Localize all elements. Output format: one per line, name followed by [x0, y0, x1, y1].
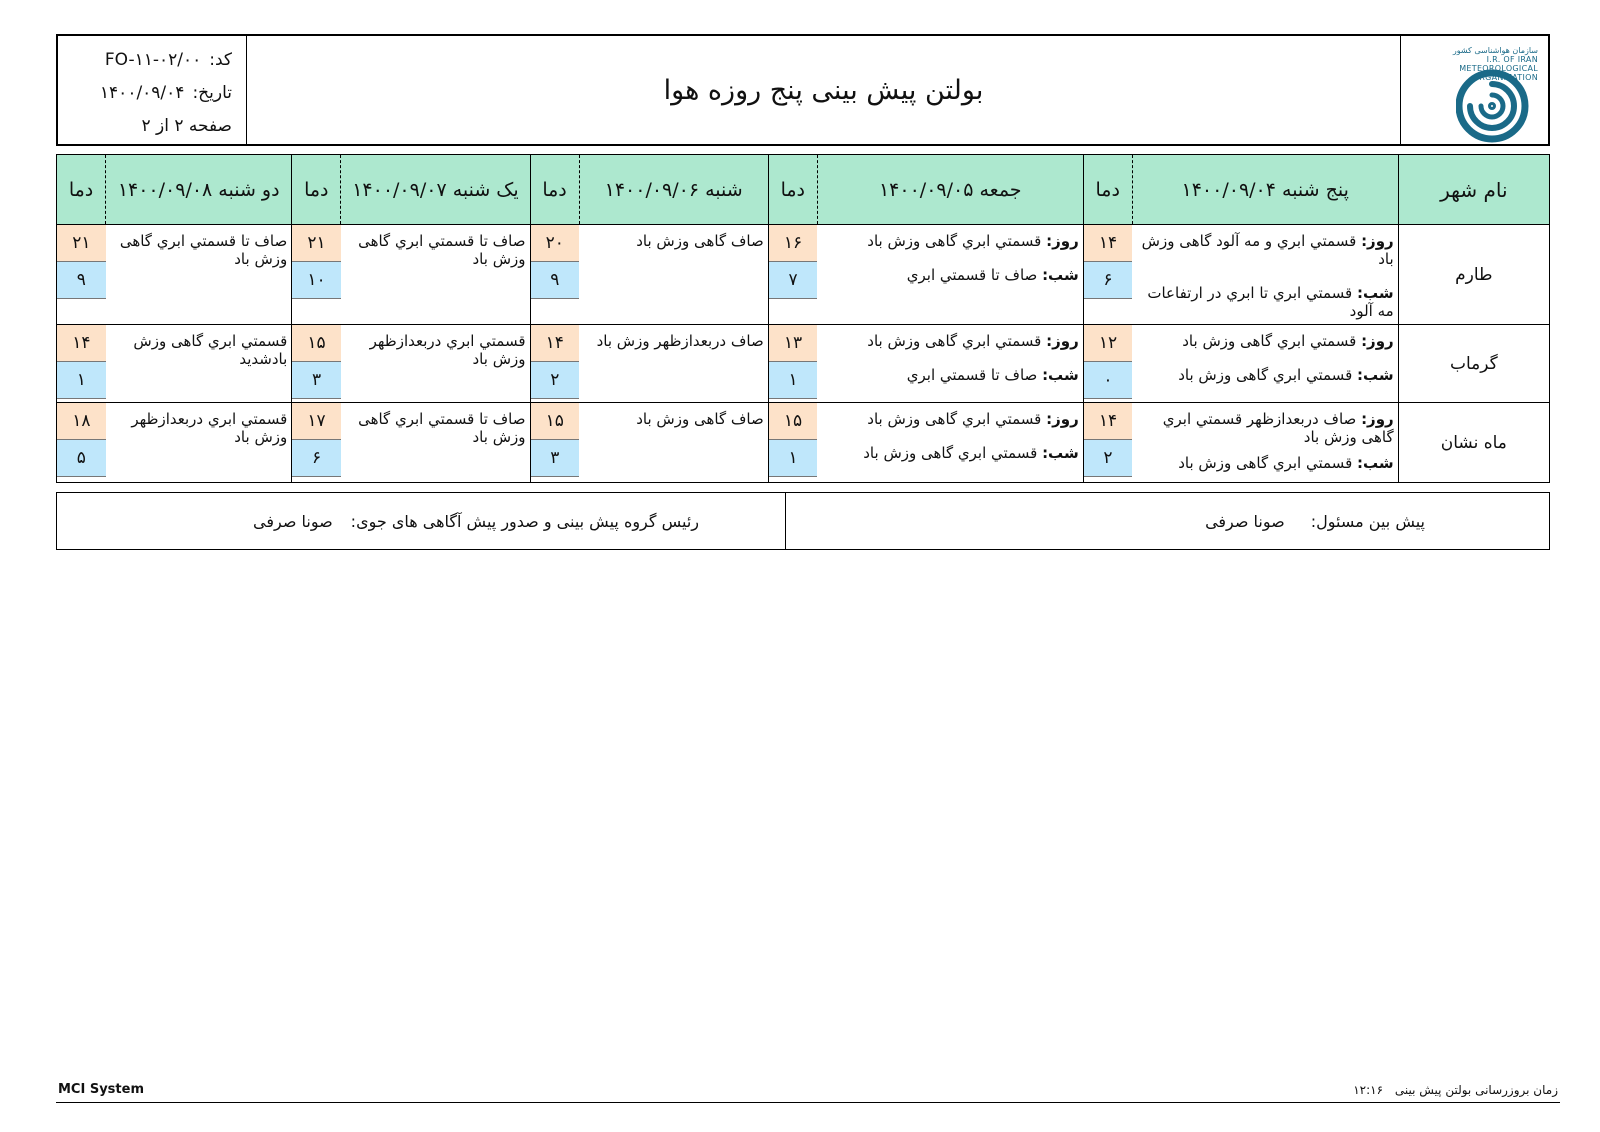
max-temp: ۱۸ — [57, 403, 106, 440]
night-forecast — [825, 266, 1078, 284]
max-temp: ۱۵ — [531, 403, 580, 440]
day-label: روز: — [1046, 232, 1079, 250]
forecast-cell — [1132, 403, 1398, 483]
date-row — [68, 77, 232, 110]
night-label: شب: — [1042, 444, 1079, 462]
forecast-cell: صاف تا قسمتي ابري گاهی وزش باد — [341, 225, 530, 325]
temp-header: دما — [292, 155, 341, 225]
forecast-cell: صاف گاهی وزش باد — [579, 225, 768, 325]
page-label: صفحه ۲ از ۲ — [141, 116, 232, 136]
day-label: روز: — [1361, 410, 1394, 428]
temp-header: دما — [768, 155, 817, 225]
forecast-cell — [817, 325, 1083, 403]
day-header: دو شنبه ۱۴۰۰/۰۹/۰۸ — [106, 155, 292, 225]
forecast-text: قسمتي ابري گاهی وزش باد — [1182, 332, 1357, 350]
day-label: روز: — [1046, 410, 1079, 428]
city-name: گرماب — [1398, 325, 1549, 403]
temp-cell — [292, 325, 341, 403]
code-label: کد: — [209, 50, 232, 70]
forecast-text: قسمتي ابري و مه آلود گاهی وزش باد — [1141, 232, 1394, 268]
logo-line: سازمان هواشناسی کشور — [1452, 46, 1538, 55]
forecast-text: صاف تا قسمتي ابري — [906, 366, 1038, 384]
min-temp: ۳ — [531, 440, 580, 477]
logo-lettering — [1453, 46, 1538, 82]
bulletin-sheet — [56, 34, 1550, 550]
forecast-cell: صاف تا قسمتي ابري گاهی وزش باد — [106, 225, 292, 325]
temp-cell — [768, 225, 817, 325]
max-temp: ۲۰ — [531, 225, 580, 262]
max-temp: ۱۵ — [769, 403, 818, 440]
max-temp: ۱۴ — [1084, 403, 1133, 440]
min-temp: ۶ — [292, 440, 341, 477]
night-label: شب: — [1357, 284, 1394, 302]
forecaster-signature — [785, 493, 1549, 549]
code-value: FO-۱۱-۰۲/۰۰ — [104, 50, 202, 70]
document-info — [58, 36, 247, 144]
city-name: ماه نشان — [1398, 403, 1549, 483]
date-label: تاریخ: — [192, 83, 232, 103]
night-forecast — [1140, 454, 1393, 472]
forecast-cell: قسمتي ابري گاهی وزش بادشدید — [106, 325, 292, 403]
temp-cell — [768, 403, 817, 483]
temp-cell — [292, 225, 341, 325]
temp-cell — [57, 403, 106, 483]
forecast-cell: صاف گاهی وزش باد — [579, 403, 768, 483]
min-temp: ۹ — [531, 262, 580, 299]
max-temp: ۱۴ — [531, 325, 580, 362]
temp-cell — [292, 403, 341, 483]
logo-line: METEOROLOGICAL — [1459, 64, 1538, 73]
forecast-cell — [1132, 225, 1398, 325]
day-header: شنبه ۱۴۰۰/۰۹/۰۶ — [579, 155, 768, 225]
page-title: بولتن پیش بینی پنج روزه هوا — [663, 74, 984, 106]
update-info — [1353, 1083, 1558, 1097]
forecast-table — [56, 154, 1550, 483]
min-temp: ۹ — [57, 262, 106, 299]
temp-cell — [57, 325, 106, 403]
forecaster-name: صونا صرفی — [1205, 511, 1285, 531]
update-label: زمان بروزرسانی بولتن پیش بینی — [1394, 1083, 1558, 1097]
day-forecast — [1140, 232, 1393, 268]
forecast-cell: قسمتي ابري دربعدازظهر وزش باد — [341, 325, 530, 403]
night-label: شب: — [1042, 366, 1079, 384]
max-temp: ۱۴ — [1084, 225, 1133, 262]
min-temp: ۲ — [1084, 440, 1133, 477]
head-label: رئیس گروه پیش بینی و صدور پیش آگاهی های جوی: — [350, 511, 699, 531]
update-time: ۱۲:۱۶ — [1353, 1083, 1384, 1097]
day-forecast — [1140, 332, 1393, 350]
temp-cell — [530, 225, 579, 325]
day-header: یک شنبه ۱۴۰۰/۰۹/۰۷ — [341, 155, 530, 225]
max-temp: ۱۲ — [1084, 325, 1133, 362]
min-temp: ۰ — [1084, 362, 1133, 399]
day-forecast — [1140, 410, 1393, 446]
temp-cell — [530, 325, 579, 403]
forecaster-label: پیش بین مسئول: — [1310, 511, 1425, 531]
table-row — [57, 325, 1550, 403]
night-label: شب: — [1357, 454, 1394, 472]
organization-logo — [1400, 36, 1548, 144]
min-temp: ۱ — [769, 362, 818, 399]
max-temp: ۱۶ — [769, 225, 818, 262]
max-temp: ۱۳ — [769, 325, 818, 362]
temp-header: دما — [57, 155, 106, 225]
table-header-row — [57, 155, 1550, 225]
day-header: جمعه ۱۴۰۰/۰۹/۰۵ — [817, 155, 1083, 225]
page-row — [68, 110, 232, 143]
min-temp: ۱ — [57, 362, 106, 399]
forecast-text: قسمتي ابري گاهی وزش باد — [863, 444, 1038, 462]
forecast-text: صاف دربعدازظهر قسمتي ابري گاهی وزش باد — [1162, 410, 1394, 446]
night-forecast — [1140, 366, 1393, 384]
day-label: روز: — [1046, 332, 1079, 350]
temp-cell — [1083, 325, 1132, 403]
signature-box — [56, 492, 1550, 550]
max-temp: ۲۱ — [57, 225, 106, 262]
max-temp: ۲۱ — [292, 225, 341, 262]
forecast-text: صاف تا قسمتي ابري — [906, 266, 1038, 284]
day-forecast — [825, 232, 1078, 250]
forecast-cell — [1132, 325, 1398, 403]
forecast-text: قسمتي ابري گاهی وزش باد — [1178, 454, 1353, 472]
day-header: پنج شنبه ۱۴۰۰/۰۹/۰۴ — [1132, 155, 1398, 225]
day-label: روز: — [1361, 232, 1394, 250]
table-row — [57, 225, 1550, 325]
bulletin-header — [56, 34, 1550, 146]
night-label: شب: — [1042, 266, 1079, 284]
page-footer — [56, 1080, 1560, 1103]
min-temp: ۱ — [769, 440, 818, 477]
night-forecast — [1140, 284, 1393, 320]
temp-header: دما — [530, 155, 579, 225]
min-temp: ۵ — [57, 440, 106, 477]
forecast-text: قسمتي ابري گاهی وزش باد — [867, 410, 1042, 428]
date-value: ۱۴۰۰/۰۹/۰۴ — [99, 83, 185, 103]
min-temp: ۳ — [292, 362, 341, 399]
max-temp: ۱۷ — [292, 403, 341, 440]
code-row — [68, 44, 232, 77]
forecast-text: قسمتي ابري گاهی وزش باد — [867, 332, 1042, 350]
city-header: نام شهر — [1398, 155, 1549, 225]
night-label: شب: — [1357, 366, 1394, 384]
forecast-text: قسمتي ابري گاهی وزش باد — [1178, 366, 1353, 384]
temp-header: دما — [1083, 155, 1132, 225]
forecast-text: قسمتي ابري تا ابري در ارتفاعات مه آلود — [1147, 284, 1394, 320]
day-forecast — [825, 410, 1078, 428]
min-temp: ۷ — [769, 262, 818, 299]
table-row — [57, 403, 1550, 483]
temp-cell — [57, 225, 106, 325]
forecast-text: قسمتي ابري گاهی وزش باد — [867, 232, 1042, 250]
day-label: روز: — [1361, 332, 1394, 350]
system-name: MCI System — [58, 1082, 144, 1097]
head-name: صونا صرفی — [253, 511, 333, 531]
min-temp: ۲ — [531, 362, 580, 399]
max-temp: ۱۵ — [292, 325, 341, 362]
day-forecast — [825, 332, 1078, 350]
temp-cell — [768, 325, 817, 403]
temp-cell — [1083, 403, 1132, 483]
forecast-cell — [817, 403, 1083, 483]
forecast-cell: صاف تا قسمتي ابري گاهی وزش باد — [341, 403, 530, 483]
logo-line: I.R. OF IRAN — [1486, 55, 1538, 64]
forecast-cell: صاف دربعدازظهر وزش باد — [579, 325, 768, 403]
head-signature — [57, 493, 785, 549]
night-forecast — [825, 366, 1078, 384]
temp-cell — [530, 403, 579, 483]
min-temp: ۶ — [1084, 262, 1133, 299]
max-temp: ۱۴ — [57, 325, 106, 362]
forecast-cell: قسمتي ابري دربعدازظهر وزش باد — [106, 403, 292, 483]
min-temp: ۱۰ — [292, 262, 341, 299]
forecast-cell — [817, 225, 1083, 325]
night-forecast — [825, 444, 1078, 462]
logo-line: ORGANIZATION — [1472, 73, 1538, 82]
city-name: طارم — [1398, 225, 1549, 325]
temp-cell — [1083, 225, 1132, 325]
